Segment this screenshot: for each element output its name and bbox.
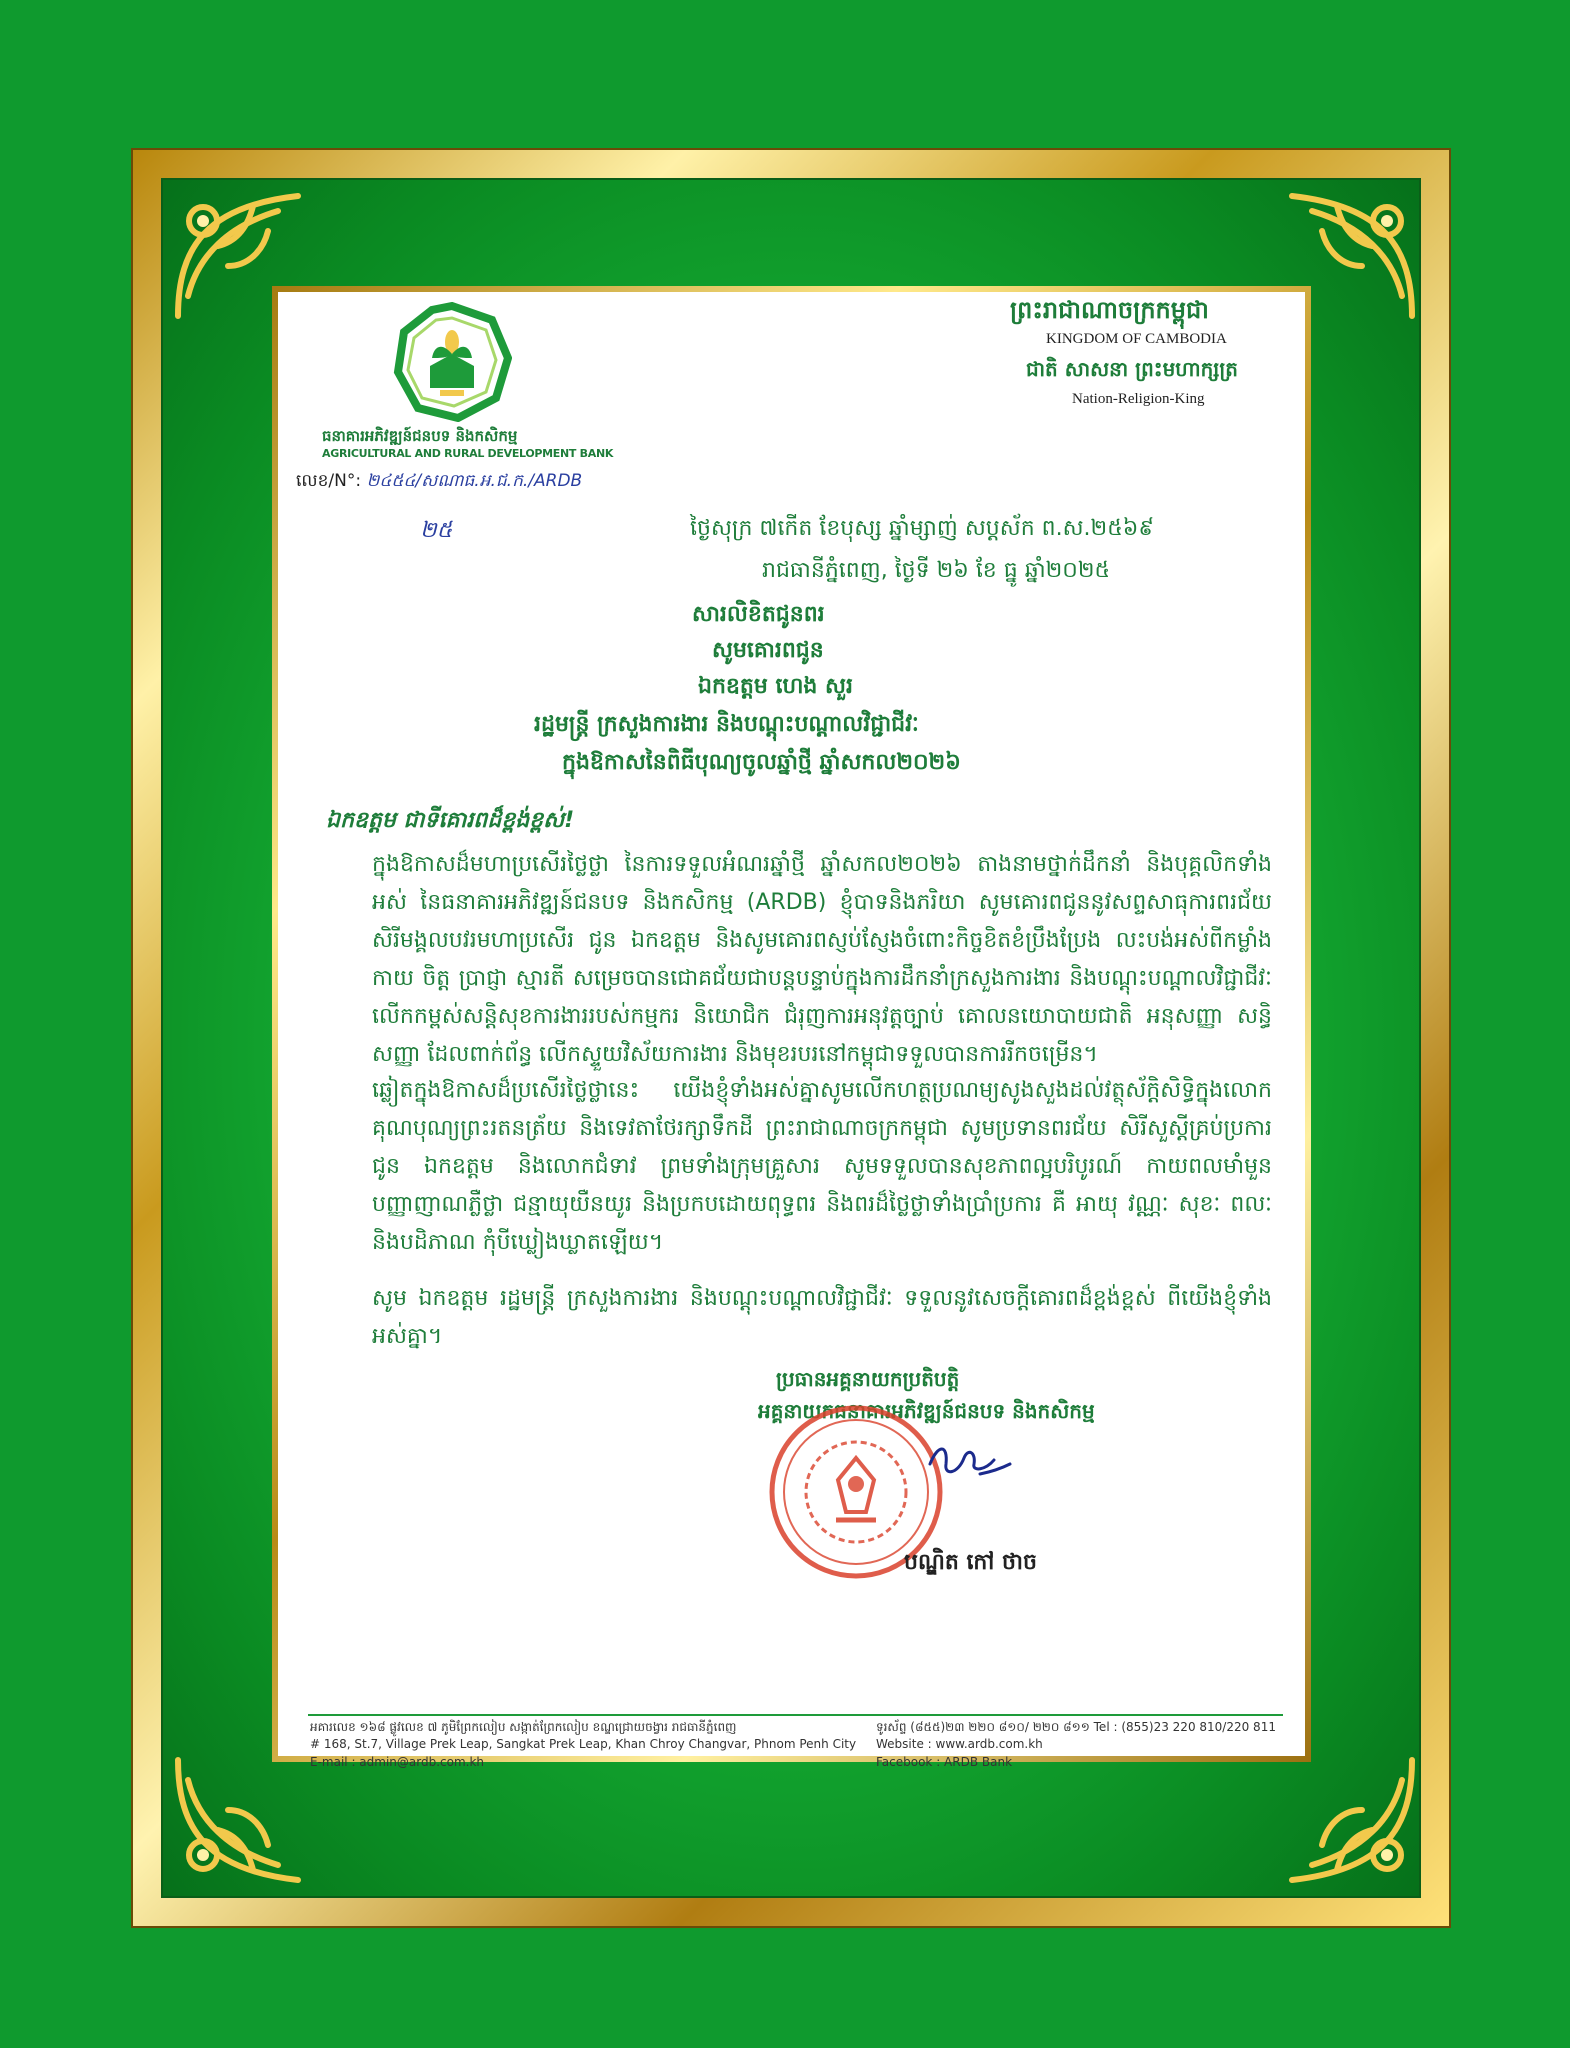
place-date: រាជធានីភ្នំពេញ, ថ្ងៃទី ២៦ ខែ ធ្នូ ឆ្នាំ២០២៥ xyxy=(762,558,1111,583)
motto-kh: ជាតិ សាសនា ព្រះមហាក្សត្រ xyxy=(1026,357,1238,381)
footer-divider xyxy=(308,1714,1283,1716)
letter-type: សារលិខិតជូនពរ xyxy=(692,602,825,627)
footer-phone: ទូរស័ព្ទ (៨៥៥)២៣ ២២០ ៨១០/ ២២០ ៨១១ Tel : (855)23 220 810/220 811 xyxy=(876,1720,1276,1734)
reference-number: ២៤៥៤/សណាធ.អ.ជ.ក./ARDB xyxy=(366,471,583,491)
recipient-name: ឯកឧត្តម ហេង សួរ xyxy=(698,674,853,699)
handwritten-signature-icon xyxy=(924,1434,1014,1484)
reference-label: លេខ/N°: xyxy=(296,471,367,491)
motto-en: Nation-Religion-King xyxy=(1072,391,1205,407)
salutation-respect: សូមគោរពជូន xyxy=(712,638,824,663)
occasion: ក្នុងឱកាសនៃពិធីបុណ្យចូលឆ្នាំថ្មី ឆ្នាំសកល២០២៦ xyxy=(562,750,961,775)
body-paragraph-3: សូម ឯកឧត្តម រដ្ឋមន្ត្រី ក្រសួងការងារ និងបណ្តុះបណ្តាលវិជ្ជាជីវៈ ទទួលនូវសេចក្តីគោរពដ៏ខ្ពង់ខ្ពស់ ពីយើងខ្ញុំទាំងអស់គ្នា។ xyxy=(372,1286,1272,1349)
lunar-date: ថ្ងៃសុក្រ ៧កើត ខែបុស្ស ឆ្នាំម្សាញ់ សប្តស័ក ព.ស.២៥៦៩ xyxy=(690,516,1154,541)
footer-email: E-mail : admin@ardb.com.kh xyxy=(310,1755,485,1769)
corner-ornament-icon xyxy=(168,1750,308,1890)
body-salutation: ឯកឧត្តម ជាទីគោរពដ៏ខ្ពង់ខ្ពស់! xyxy=(326,808,575,833)
kingdom-title-en: KINGDOM OF CAMBODIA xyxy=(1046,331,1227,347)
corner-ornament-icon xyxy=(1282,1750,1422,1890)
signatory-name: បណ្ឌិត កៅ ថាច xyxy=(904,1550,1037,1575)
signatory-title-2: អគ្គនាយកធនាគារអភិវឌ្ឍន៍ជនបទ និងកសិកម្ម xyxy=(758,1399,1095,1423)
reference-line xyxy=(296,470,582,495)
recipient-title: រដ្ឋមន្ត្រី ក្រសួងការងារ និងបណ្តុះបណ្តាលវិជ្ជាជីវៈ xyxy=(534,712,919,737)
footer-address-kh: អគារលេខ ១៦៨ ផ្លូវលេខ ៧ ភូមិព្រែកលៀប សង្កាត់ព្រែកលៀប ខណ្ឌជ្រោយចង្វារ រាជធានីភ្នំពេញ xyxy=(310,1720,737,1734)
bank-name-kh: ធនាគារអភិវឌ្ឍន៍ជនបទ និងកសិកម្ម xyxy=(322,427,518,445)
footer-facebook: Facebook : ARDB Bank xyxy=(876,1755,1013,1769)
footer-address-en: # 168, St.7, Village Prek Leap, Sangkat Prek Leap, Khan Chroy Changvar, Phnom Penh City xyxy=(310,1737,857,1751)
footer-website: Website : www.ardb.com.kh xyxy=(876,1737,1043,1751)
bank-name-en: AGRICULTURAL AND RURAL DEVELOPMENT BANK xyxy=(322,447,614,460)
body-paragraph-2: ឆ្លៀតក្នុងឱកាសដ៏ប្រសើរថ្លៃថ្លានេះ យើងខ្ញុំទាំងអស់គ្នាសូមលើកហត្ថប្រណម្យសូងសួងដល់វត្ថុស័ក្តិសិទ្ធិក្នុងលោក គុណបុណ្យព្រះរតនត្រ័យ និងទេវតាថែរក្សាទឹកដី ព្រះរាជាណាចក្រកម្ពុជា សូមប្រទានពរជ័យ សិរីសួស្តីគ្រប់ប្រការ ជូន ឯកឧត្តម និងលោកជំទាវ ព្រមទាំងក្រុមគ្រួសារ សូមទទួលបានសុខភាពល្អបរិបូរណ៍ កាយពលមាំមួន បញ្ញាញាណភ្លឺថ្លា ជន្មាយុយឺនយូរ និងប្រកបដោយពុទ្ធពរ និងពរដ៏ថ្លៃថ្លាទាំងប្រាំប្រការ គឺ អាយុ វណ្ណៈ សុខៈ ពលៈ និងបដិភាណ កុំបីឃ្លៀងឃ្លាតឡើយ។ xyxy=(372,1078,1272,1255)
kingdom-title-kh: ព្រះរាជាណាចក្រកម្ពុជា xyxy=(1010,296,1209,324)
body-paragraph-1: ក្នុងឱកាសដ៏មហាប្រសើរថ្លៃថ្លា នៃការទទួលអំណរឆ្នាំថ្មី ឆ្នាំសកល២០២៦ តាងនាមថ្នាក់ដឹកនាំ និងបុគ្គលិកទាំងអស់ នៃធនាគារអភិវឌ្ឍន៍ជនបទ និងកសិកម្ម (ARDB) ខ្ញុំបាទនិងភរិយា សូមគោរពជូននូវសព្ទសាធុការពរជ័យ សិរីមង្គលបវរមហាប្រសើរ ជូន ឯកឧត្តម និងសូមគោរពស្ញប់ស្ញែងចំពោះកិច្ចខិតខំប្រឹងប្រែង លះបង់អស់ពីកម្លាំងកាយ ចិត្ត ប្រាជ្ញា ស្មារតី សម្រេចបានជោគជ័យជាបន្តបន្ទាប់ក្នុងការដឹកនាំក្រសួងការងារ និងបណ្តុះបណ្តាលវិជ្ជាជីវៈ លើកកម្ពស់សន្តិសុខការងាររបស់កម្មករ និយោជិក ជំរុញការអនុវត្តច្បាប់ គោលនយោបាយជាតិ អនុសញ្ញា សន្ធិសញ្ញា ដែលពាក់ព័ន្ធ លើកស្ទួយវិស័យការងារ និងមុខរបរនៅកម្ពុជាទទួលបានការរីកចម្រើន។ xyxy=(372,852,1272,1067)
ardb-logo-icon xyxy=(392,302,512,422)
signatory-title-1: ប្រធានអគ្គនាយកប្រតិបត្តិ xyxy=(776,1367,960,1391)
reference-note: ២៥ xyxy=(420,518,453,543)
